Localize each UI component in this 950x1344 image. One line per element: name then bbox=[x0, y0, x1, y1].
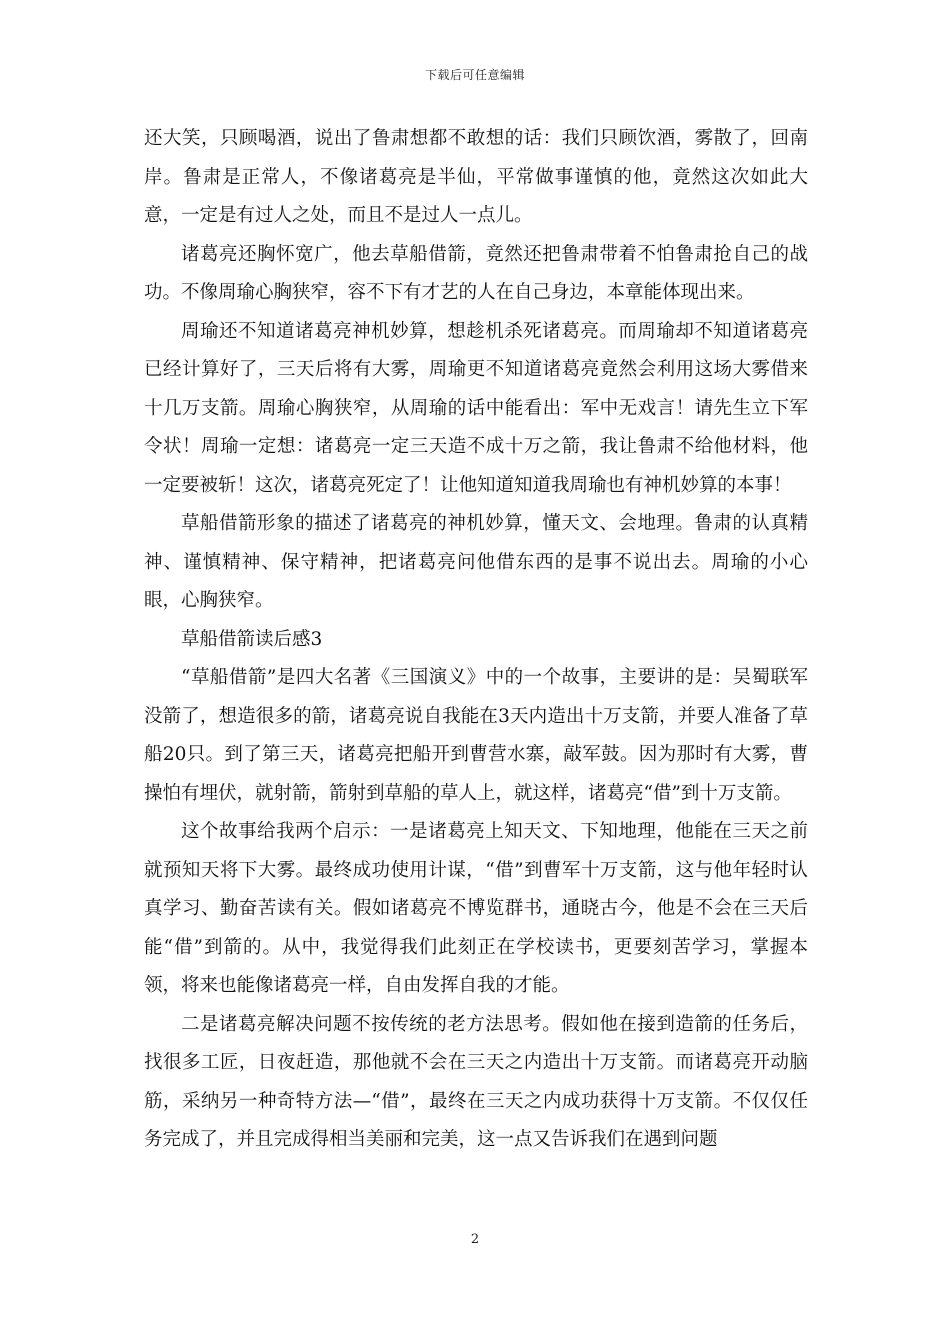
document-body bbox=[144, 120, 808, 1160]
paragraph: 周瑜还不知道诸葛亮神机妙算，想趁机杀死诸葛亮。而周瑜却不知道诸葛亮已经计算好了，三天后将有大雾，周瑜更不知道诸葛亮竟然会利用这场大雾借来十几万支箭。周瑜心胸狭窄，从周瑜的话中能看出：军中无戏言！请先生立下军令状！周瑜一定想：诸葛亮一定三天造不成十万之箭，我让鲁肃不给他材料，他一定要被斩！这次，诸葛亮死定了！让他知道知道我周瑜也有神机妙算的本事！ bbox=[144, 320, 808, 496]
page-number: 2 bbox=[470, 1232, 480, 1247]
paragraph: 草船借箭形象的描述了诸葛亮的神机妙算，懂天文、会地理。鲁肃的认真精神、谨慎精神、保守精神，把诸葛亮问他借东西的是事不说出去。周瑜的小心眼，心胸狭窄。 bbox=[144, 513, 808, 611]
paragraph: 这个故事给我两个启示：一是诸葛亮上知天文、下知地理，他能在三天之前就预知天将下大雾。最终成功使用计谋，“借”到曹军十万支箭，这与他年轻时认真学习、勤奋苦读有关。假如诸葛亮不博览群书，通晓古今，他是不会在三天后能“借”到箭的。从中，我觉得我们此刻正在学校读书，更要刻苦学习，掌握本领，将来也能像诸葛亮一样，自由发挥自我的才能。 bbox=[144, 821, 808, 996]
section-heading: 草船借箭读后感3 bbox=[181, 628, 323, 650]
paragraph: 二是诸葛亮解决问题不按传统的老方法思考。假如他在接到造箭的任务后，找很多工匠，日夜赶造，那他就不会在三天之内造出十万支箭。而诸葛亮开动脑筋，采纳另一种奇特方法—“借”，最终在三天之内成功获得十万支箭。不仅仅任务完成了，并且完成得相当美丽和完美，这一点又告诉我们在遇到问题 bbox=[144, 1013, 808, 1150]
page-header: 下载后可任意编辑 bbox=[424, 68, 525, 82]
paragraph: 还大笑，只顾喝酒，说出了鲁肃想都不敢想的话：我们只顾饮酒，雾散了，回南岸。鲁肃是正常人，不像诸葛亮是半仙，平常做事谨慎的他，竟然这次如此大意，一定是有过人之处，而且不是过人一点儿。 bbox=[144, 128, 808, 226]
paragraph: 诸葛亮还胸怀宽广，他去草船借箭，竟然还把鲁肃带着不怕鲁肃抢自己的战功。不像周瑜心胸狭窄，容不下有才艺的人在自己身边，本章能体现出来。 bbox=[144, 243, 808, 303]
paragraph: “草船借箭”是四大名著《三国演义》中的一个故事，主要讲的是：吴蜀联军没箭了，想造很多的箭，诸葛亮说自我能在3天内造出十万支箭，并要人准备了草船20只。到了第三天，诸葛亮把船开到曹营水寨，敲军鼓。因为那时有大雾，曹操怕有埋伏，就射箭，箭射到草船的草人上，就这样，诸葛亮“借”到十万支箭。 bbox=[144, 667, 808, 804]
